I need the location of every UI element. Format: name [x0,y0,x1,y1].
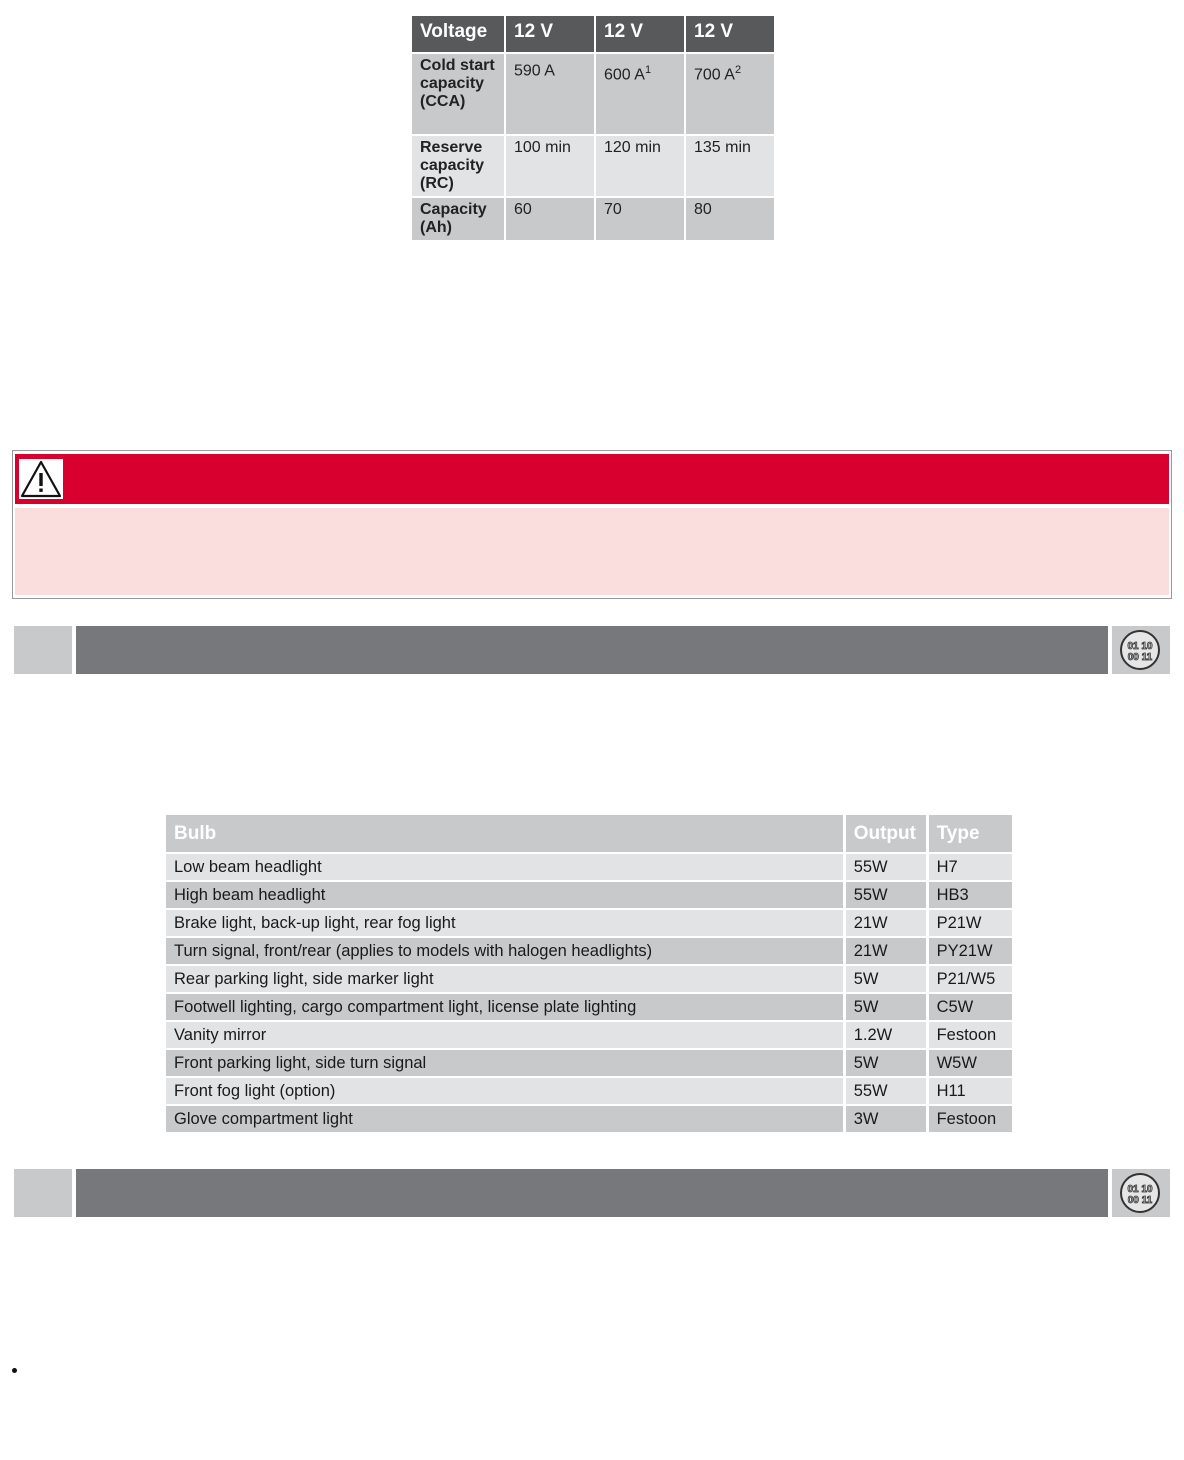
bulb-type: P21/W5 [927,965,1012,993]
bulb-name: Turn signal, front/rear (applies to models with halogen headlights) [166,937,844,965]
bulb-type: H7 [927,853,1012,881]
warning-box [12,450,1172,599]
bulb-header-type: Type [927,815,1012,853]
battery-spec-table [410,14,776,242]
battery-row-ah [411,197,775,241]
table-row [166,993,1012,1021]
battery-row-label: Reserve capacity (RC) [411,135,505,197]
battery-header-row [411,15,775,53]
battery-cell: 80 [685,197,775,241]
bulb-name: High beam headlight [166,881,844,909]
section-bar-left-block [14,626,72,674]
table-row [166,853,1012,881]
warning-triangle-icon [19,459,63,499]
section-header-bar [14,1169,1170,1217]
section-bar-left-block [14,1169,72,1217]
svg-text:01 10: 01 10 [1127,1184,1153,1195]
bulb-header-bulb: Bulb [166,815,844,853]
battery-cell: 100 min [505,135,595,197]
battery-header-cell: 12 V [505,15,595,53]
bulb-output: 55W [844,881,927,909]
bulb-type: Festoon [927,1021,1012,1049]
table-row [166,1049,1012,1077]
table-row [166,881,1012,909]
battery-cell: 120 min [595,135,685,197]
bulb-output: 3W [844,1105,927,1133]
binary-code-icon [1118,629,1162,671]
battery-cell: 70 [595,197,685,241]
battery-header-cell: 12 V [685,15,775,53]
bulb-output: 5W [844,993,927,1021]
bulb-output: 21W [844,909,927,937]
bulb-name: Brake light, back-up light, rear fog light [166,909,844,937]
bulb-header-output: Output [844,815,927,853]
footnote-marker: 2 [734,64,742,76]
footnote-marker: 1 [644,64,652,76]
bulb-type: PY21W [927,937,1012,965]
warning-header [15,454,1169,504]
battery-cell: 700 $A^2$ [685,53,775,135]
bulb-output: 5W [844,965,927,993]
battery-header-cell: Voltage [411,15,505,53]
section-header-bar [14,626,1170,674]
battery-row-label: Capacity (Ah) [411,197,505,241]
bulb-header-row [166,815,1012,853]
bulb-output: 21W [844,937,927,965]
table-row [166,909,1012,937]
bulb-type: HB3 [927,881,1012,909]
section-bar-right-block [1112,626,1170,674]
bulb-output: 1.2W [844,1021,927,1049]
bulb-type: Festoon [927,1105,1012,1133]
bulb-name: Low beam headlight [166,853,844,881]
battery-cell: 135 min [685,135,775,197]
svg-text:01 10: 01 10 [1127,641,1153,652]
svg-text:00 11: 00 11 [1127,1195,1153,1206]
table-row [166,965,1012,993]
battery-cell: 60 [505,197,595,241]
bulb-type: H11 [927,1077,1012,1105]
battery-row-label: Cold start capacity (CCA) [411,53,505,135]
table-row [166,1077,1012,1105]
bulb-output: 5W [844,1049,927,1077]
table-row [166,1021,1012,1049]
bulb-type: W5W [927,1049,1012,1077]
bulb-spec-table [166,815,1012,1134]
battery-row-cca [411,53,775,135]
battery-row-rc [411,135,775,197]
battery-cell: 590 A [505,53,595,135]
battery-header-cell: 12 V [595,15,685,53]
list-bullet [12,1368,17,1373]
bulb-name: Front fog light (option) [166,1077,844,1105]
section-bar-title-area [76,626,1108,674]
warning-body [15,508,1169,595]
bulb-type: P21W [927,909,1012,937]
bulb-name: Rear parking light, side marker light [166,965,844,993]
bulb-name: Front parking light, side turn signal [166,1049,844,1077]
table-row [166,1105,1012,1133]
svg-text:00 11: 00 11 [1127,652,1153,663]
bulb-name: Glove compartment light [166,1105,844,1133]
battery-cell: 600 $A^1$ [595,53,685,135]
section-bar-title-area [76,1169,1108,1217]
bulb-output: 55W [844,853,927,881]
binary-code-icon [1118,1172,1162,1214]
bulb-name: Footwell lighting, cargo compartment light, license plate lighting [166,993,844,1021]
bulb-type: C5W [927,993,1012,1021]
bulb-name: Vanity mirror [166,1021,844,1049]
section-bar-right-block [1112,1169,1170,1217]
table-row [166,937,1012,965]
bulb-output: 55W [844,1077,927,1105]
